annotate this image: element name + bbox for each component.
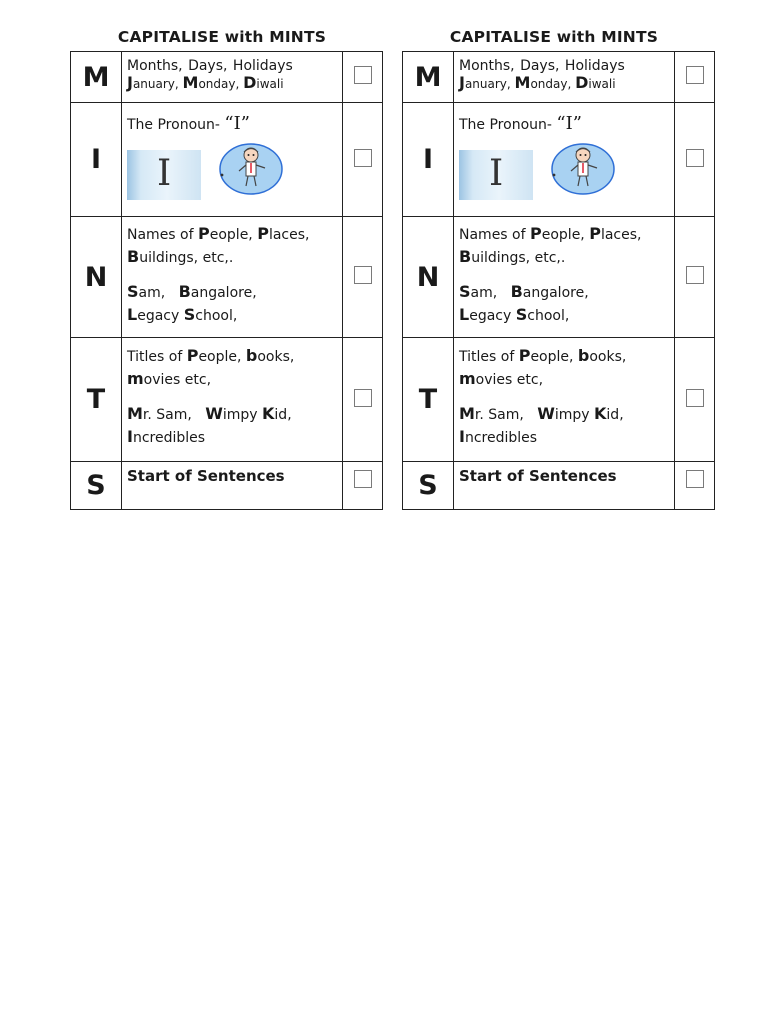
checkbox-icon[interactable] bbox=[686, 66, 704, 84]
card-title: CAPITALISE with MINTS bbox=[449, 28, 659, 46]
boy-pointing-icon bbox=[545, 143, 615, 203]
row-pronoun bbox=[403, 103, 715, 217]
letter-n: N bbox=[403, 217, 454, 338]
letter-m: M bbox=[403, 52, 454, 103]
pronoun-text: The Pronoun- bbox=[127, 117, 225, 133]
example-text: onday, bbox=[198, 77, 244, 91]
letter-s: S bbox=[71, 462, 122, 510]
desc-pronoun bbox=[454, 103, 675, 217]
mints-table bbox=[402, 51, 715, 510]
titles-example-1: Mr. Sam, Wimpy Kid, bbox=[459, 404, 624, 423]
checkbox-icon[interactable] bbox=[354, 66, 372, 84]
pronoun-rule bbox=[127, 113, 338, 136]
titles-rule-2: movies etc, bbox=[459, 369, 544, 388]
months-rule: Months, Days, Holidays bbox=[459, 58, 625, 74]
row-names bbox=[403, 217, 715, 338]
cap-letter: M bbox=[514, 73, 531, 92]
desc-names bbox=[122, 217, 343, 338]
desc-sentences bbox=[122, 462, 343, 510]
row-sentences bbox=[403, 462, 715, 510]
pronoun-i: “I” bbox=[556, 113, 582, 134]
example-text: iwali bbox=[588, 77, 616, 91]
titles-rule-1: Titles of People, books, bbox=[459, 346, 627, 365]
titles-example-2: Incredibles bbox=[127, 427, 206, 446]
titles-example-2: Incredibles bbox=[459, 427, 538, 446]
names-example-2: Legacy School, bbox=[459, 305, 570, 324]
check-cell bbox=[675, 103, 715, 217]
checkbox-icon[interactable] bbox=[686, 470, 704, 488]
sentences-rule: Start of Sentences bbox=[127, 467, 285, 485]
mints-card-left bbox=[70, 26, 374, 510]
check-cell bbox=[675, 338, 715, 462]
checkbox-icon[interactable] bbox=[354, 266, 372, 284]
desc-months bbox=[122, 52, 343, 103]
desc-names bbox=[454, 217, 675, 338]
row-months bbox=[403, 52, 715, 103]
boy-pointing-icon bbox=[213, 143, 283, 203]
checkbox-icon[interactable] bbox=[354, 470, 372, 488]
desc-sentences bbox=[454, 462, 675, 510]
row-sentences bbox=[71, 462, 383, 510]
row-pronoun bbox=[71, 103, 383, 217]
row-titles bbox=[403, 338, 715, 462]
cap-letter: J bbox=[459, 73, 465, 92]
names-example-1: Sam, Bangalore, bbox=[459, 282, 589, 301]
example-text: anuary, bbox=[464, 77, 515, 91]
months-examples bbox=[127, 75, 338, 92]
check-cell bbox=[343, 52, 383, 103]
months-rule: Months, Days, Holidays bbox=[127, 58, 293, 74]
desc-titles bbox=[122, 338, 343, 462]
i-letter-tile-image bbox=[459, 150, 533, 200]
pronoun-pictures bbox=[127, 142, 338, 204]
titles-rule-2: movies etc, bbox=[127, 369, 212, 388]
check-cell bbox=[343, 462, 383, 510]
row-months bbox=[71, 52, 383, 103]
sentences-rule: Start of Sentences bbox=[459, 467, 617, 485]
names-example-1: Sam, Bangalore, bbox=[127, 282, 257, 301]
card-title: CAPITALISE with MINTS bbox=[117, 28, 327, 46]
names-rule-2: Buildings, etc,. bbox=[127, 247, 234, 266]
desc-titles bbox=[454, 338, 675, 462]
example-text: anuary, bbox=[132, 77, 183, 91]
letter-i: I bbox=[403, 103, 454, 217]
tile-letter: I bbox=[157, 153, 172, 194]
names-rule-1: Names of People, Places, bbox=[459, 224, 642, 243]
row-titles bbox=[71, 338, 383, 462]
mints-card-right bbox=[402, 26, 706, 510]
letter-i: I bbox=[71, 103, 122, 217]
row-names bbox=[71, 217, 383, 338]
mints-table bbox=[70, 51, 383, 510]
titles-example-1: Mr. Sam, Wimpy Kid, bbox=[127, 404, 292, 423]
pronoun-rule bbox=[459, 113, 670, 136]
months-examples bbox=[459, 75, 670, 92]
cap-letter: J bbox=[127, 73, 133, 92]
desc-pronoun bbox=[122, 103, 343, 217]
pronoun-pictures bbox=[459, 142, 670, 204]
check-cell bbox=[675, 462, 715, 510]
pronoun-text: The Pronoun- bbox=[459, 117, 557, 133]
check-cell bbox=[343, 338, 383, 462]
check-cell bbox=[343, 103, 383, 217]
i-letter-tile-image bbox=[127, 150, 201, 200]
cap-letter: D bbox=[243, 73, 257, 92]
example-text: onday, bbox=[530, 77, 576, 91]
names-rule-2: Buildings, etc,. bbox=[459, 247, 566, 266]
checkbox-icon[interactable] bbox=[686, 149, 704, 167]
letter-n: N bbox=[71, 217, 122, 338]
cap-letter: M bbox=[182, 73, 199, 92]
cap-letter: D bbox=[575, 73, 589, 92]
checkbox-icon[interactable] bbox=[354, 389, 372, 407]
titles-rule-1: Titles of People, books, bbox=[127, 346, 295, 365]
letter-s: S bbox=[403, 462, 454, 510]
checkbox-icon[interactable] bbox=[354, 149, 372, 167]
checkbox-icon[interactable] bbox=[686, 266, 704, 284]
check-cell bbox=[675, 52, 715, 103]
example-text: iwali bbox=[256, 77, 284, 91]
tile-letter: I bbox=[489, 153, 504, 194]
names-rule-1: Names of People, Places, bbox=[127, 224, 310, 243]
letter-t: T bbox=[403, 338, 454, 462]
desc-months bbox=[454, 52, 675, 103]
checkbox-icon[interactable] bbox=[686, 389, 704, 407]
check-cell bbox=[343, 217, 383, 338]
pronoun-i: “I” bbox=[224, 113, 250, 134]
letter-m: M bbox=[71, 52, 122, 103]
names-example-2: Legacy School, bbox=[127, 305, 238, 324]
check-cell bbox=[675, 217, 715, 338]
letter-t: T bbox=[71, 338, 122, 462]
